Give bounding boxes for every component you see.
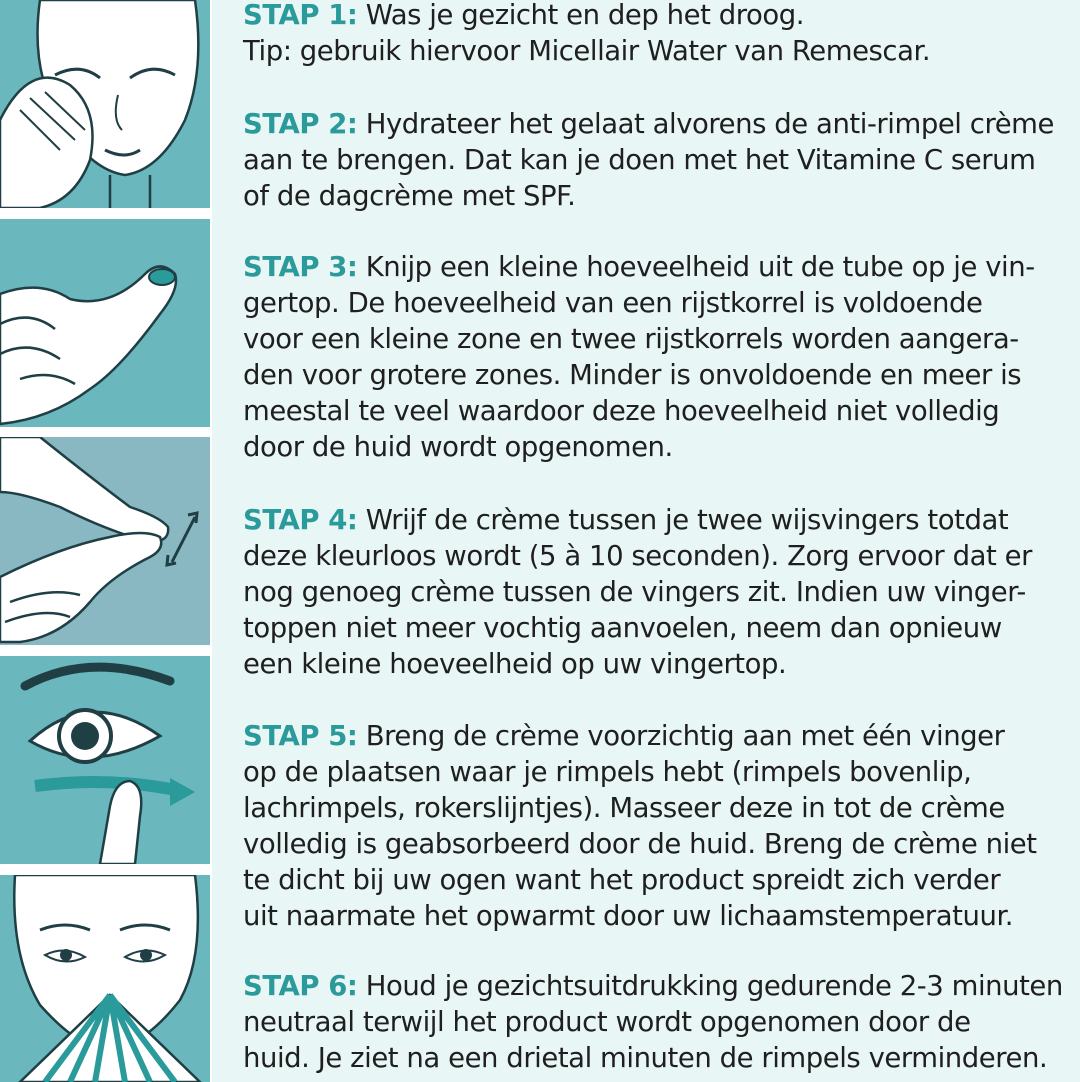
step-text-line: toppen niet meer vochtig aanvoelen, neem dan opnieuw	[243, 612, 1002, 644]
step-text-line: STAP 5: Breng de crème voorzichtig aan met één vinger	[243, 720, 1005, 752]
step-text-line: STAP 6: Houd je gezichtsuitdrukking gedurende 2-3 minuten	[243, 970, 1063, 1002]
step-2	[243, 106, 1080, 214]
step-3	[243, 249, 1080, 465]
step-label: STAP 2:	[243, 108, 358, 140]
step-text-line: op de plaatsen waar je rimpels hebt (rimpels bovenlip,	[243, 756, 972, 788]
step-text-line: STAP 2: Hydrateer het gelaat alvorens de anti-rimpel crème	[243, 108, 1054, 140]
step-text-line: gertop. De hoeveelheid van een rijstkorrel is voldoende	[243, 287, 983, 319]
step-text-line: nog genoeg crème tussen de vingers zit. Indien uw vinger-	[243, 576, 1026, 608]
face-cleansing-icon	[0, 0, 210, 208]
step-label: STAP 3:	[243, 251, 358, 283]
step-text-line: neutraal terwijl het product wordt opgenomen door de	[243, 1006, 971, 1038]
step-label: STAP 1:	[243, 0, 358, 31]
step-label: STAP 4:	[243, 504, 358, 536]
step-text-line: den voor grotere zones. Minder is onvoldoende en meer is	[243, 359, 1022, 391]
illustration-column	[0, 0, 212, 1082]
step-text-line: door de huid wordt opgenomen.	[243, 431, 673, 463]
step-text-line: Tip: gebruik hiervoor Micellair Water van Remescar.	[243, 35, 931, 67]
step-text-line: lachrimpels, rokerslijntjes). Masseer deze in tot de crème	[243, 792, 1005, 824]
eye-massage-icon	[0, 656, 210, 864]
fingertip-cream-icon	[0, 219, 210, 427]
step-text-line: uit naarmate het opwarmt door uw lichaamstemperatuur.	[243, 900, 1014, 932]
rubbing-fingers-icon	[0, 437, 210, 645]
step-text-line: aan te brengen. Dat kan je doen met het Vitamine C serum	[243, 144, 1036, 176]
step-text-line: een kleine hoeveelheid op uw vingertop.	[243, 648, 787, 680]
step-text-line: STAP 1: Was je gezicht en dep het droog.	[243, 0, 805, 31]
step-1	[243, 0, 1080, 69]
step-text-line: STAP 4: Wrijf de crème tussen je twee wijsvingers totdat	[243, 504, 1009, 536]
step-label: STAP 5:	[243, 720, 358, 752]
step-6	[243, 968, 1080, 1076]
step-text-line: of de dagcrème met SPF.	[243, 180, 576, 212]
step-4	[243, 502, 1080, 682]
step-text-line: huid. Je ziet na een drietal minuten de rimpels verminderen.	[243, 1042, 1048, 1074]
step-text-line: STAP 3: Knijp een kleine hoeveelheid uit de tube op je vin-	[243, 251, 1035, 283]
face-with-fan-icon	[0, 875, 210, 1082]
step-text-line: meestal te veel waardoor deze hoeveelheid niet volledig	[243, 395, 1000, 427]
step-label: STAP 6:	[243, 970, 358, 1002]
step-5	[243, 718, 1080, 934]
step-text-line: voor een kleine zone en twee rijstkorrels worden aangera-	[243, 323, 1019, 355]
step-text-line: deze kleurloos wordt (5 à 10 seconden). Zorg ervoor dat er	[243, 540, 1032, 572]
step-text-line: te dicht bij uw ogen want het product spreidt zich verder	[243, 864, 1001, 896]
step-text-line: volledig is geabsorbeerd door de huid. Breng de crème niet	[243, 828, 1037, 860]
